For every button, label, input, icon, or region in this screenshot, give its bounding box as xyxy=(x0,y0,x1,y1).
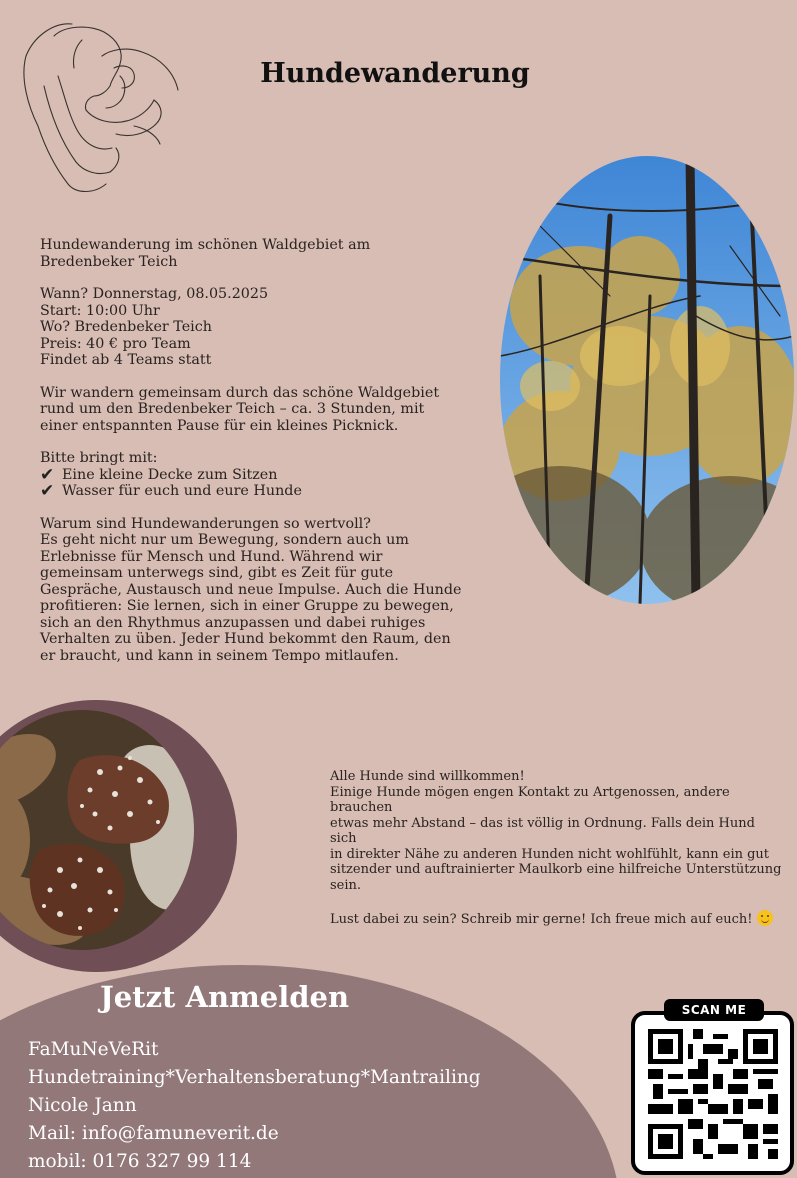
qr-code-icon xyxy=(631,1011,794,1175)
person-name: Nicole Jann xyxy=(28,1095,137,1116)
qr-code[interactable] xyxy=(631,999,797,1178)
cta-heading: Jetzt Anmelden xyxy=(100,980,350,1014)
checkmark-icon: ✔ xyxy=(40,464,55,485)
line-art-logo-icon xyxy=(14,16,186,196)
scan-me-label: SCAN ME xyxy=(664,999,764,1021)
bring-item xyxy=(40,483,480,500)
bring-item-label: Wasser für euch und eure Hunde xyxy=(62,483,302,499)
business-name: FaMuNeVeRit xyxy=(28,1039,159,1060)
why-section: Warum sind Hundewanderungen so wertvoll? Es geht nicht nur um Bewegung, sondern auch um Erlebnisse für Mensch und Hund. Während wir gemeinsam unterwegs sind, gibt es Zeit für gute Gespräche, Austausch und neue Impulse. Auch die Hunde profitieren: Sie lernen, sich in einer Gruppe zu bewegen, sich an den Rhythmus anzupassen und dabei ruhiges Verhalten zu üben. Jeder Hund bekommt den Raum, den er braucht, und kann in seinem Tempo mitlaufen. xyxy=(40,515,462,664)
intro-heading: Hundewanderung im schönen Waldgebiet am Bredenbeker Teich xyxy=(40,237,371,270)
mail-link[interactable]: Mail: info@famuneverit.de xyxy=(28,1123,279,1144)
bring-item xyxy=(40,464,480,485)
forest-photo xyxy=(500,156,794,604)
event-details: Wann? Donnerstag, 08.05.2025 Start: 10:00 Uhr Wo? Bredenbeker Teich Preis: 40 € pro Team Findet ab 4 Teams statt xyxy=(40,286,269,368)
welcome-text: Alle Hunde sind willkommen! Einige Hunde mögen engen Kontakt zu Artgenossen, andere brauchen etwas mehr Abstand – das ist völlig in Ordnung. Falls dein Hund sich in direkter Nähe zu anderen Hunden nicht wohlfühlt, kann ein gut sitzender und auftrainierter Maulkorb eine hilfreiche Unterstützung sein. xyxy=(330,769,782,893)
event-description xyxy=(40,237,480,664)
checkmark-icon: ✔ xyxy=(40,481,55,502)
walk-description: Wir wandern gemeinsam durch das schöne Waldgebiet rund um den Bredenbeker Teich – ca. 3 Stunden, mit einer entspannten Pause für ein kleines Picknick. xyxy=(40,384,440,434)
cta-line-text: Lust dabei zu sein? Schreib mir gerne! Ich freue mich auf euch! xyxy=(330,912,757,927)
page-title: Hundewanderung xyxy=(260,58,530,89)
phone-number[interactable]: mobil: 0176 327 99 114 xyxy=(28,1151,252,1172)
bring-item-label: Eine kleine Decke zum Sitzen xyxy=(62,466,278,483)
cta-line xyxy=(330,910,785,928)
bring-heading: Bitte bringt mit: xyxy=(40,450,158,466)
smile-emoji-icon xyxy=(757,910,773,926)
services: Hundetraining*Verhaltensberatung*Mantrailing xyxy=(28,1067,481,1088)
welcome-section xyxy=(330,769,785,928)
contact-info xyxy=(28,1036,548,1176)
